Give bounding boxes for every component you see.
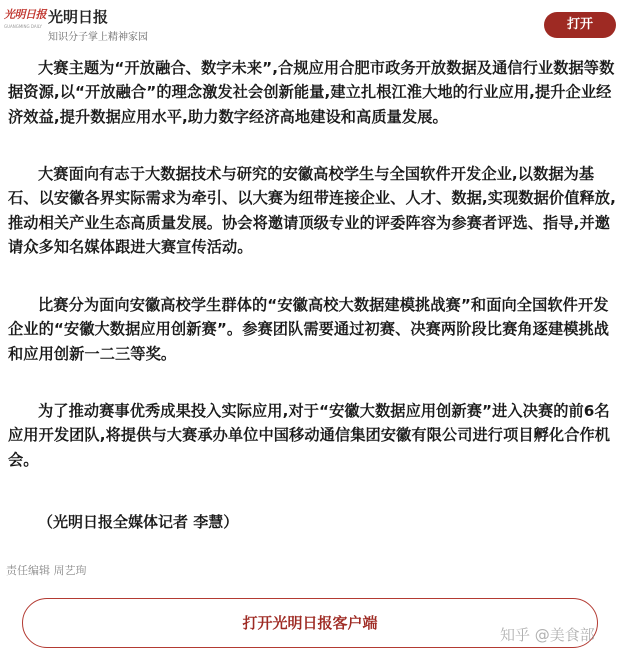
app-banner — [0, 0, 635, 50]
logo-mark: 光明日报 — [4, 8, 46, 21]
article-paragraph: 比赛分为面向安徽高校学生群体的“安徽高校大数据建模挑战赛”和面向全国软件开发企业的“安徽大数据应用创新赛”。参赛团队需要通过初赛、决赛两阶段比赛角逐建模挑战和应用创新一二三等奖。 — [8, 296, 610, 363]
reporter-byline: （光明日报全媒体记者 李慧） — [38, 513, 239, 531]
app-slogan: 知识分子掌上精神家园 — [48, 32, 148, 43]
article-paragraph: 大赛面向有志于大数据技术与研究的安徽高校学生与全国软件开发企业,以数据为基石、以安徽各界实际需求为牵引、以大赛为纽带连接企业、人才、数据,实现数据价值释放,推动相关产业生态高质量发展。协会将邀请顶级专业的评委阵容为参赛者评选、指导,并邀请众多知名媒体跟进大赛宣传活动。 — [8, 165, 616, 257]
logo-subtext: GUANGMING DAILY — [4, 24, 42, 29]
responsible-editor: 责任编辑 周艺珣 — [6, 564, 87, 577]
open-app-button[interactable]: 打开 — [544, 12, 616, 38]
guangming-logo — [4, 8, 46, 40]
article-paragraph: 为了推动赛事优秀成果投入实际应用,对于“安徽大数据应用创新赛”进入决赛的前6名应用开发团队,将提供与大赛承办单位中国移动通信集团安徽有限公司进行项目孵化合作机会。 — [8, 402, 611, 469]
article-paragraph: 大赛主题为“开放融合、数字未来”,合规应用合肥市政务开放数据及通信行业数据等数据资源,以“开放融合”的理念激发社会创新能量,建立扎根江淮大地的行业应用,提升企业经济效益,提升数据应用水平,助力数字经济高地建设和高质量发展。 — [8, 59, 615, 126]
zhihu-watermark: 知乎 @美食部 — [500, 626, 595, 644]
open-client-button[interactable]: 打开光明日报客户端 — [22, 598, 598, 648]
app-name: 光明日报 — [48, 8, 109, 26]
